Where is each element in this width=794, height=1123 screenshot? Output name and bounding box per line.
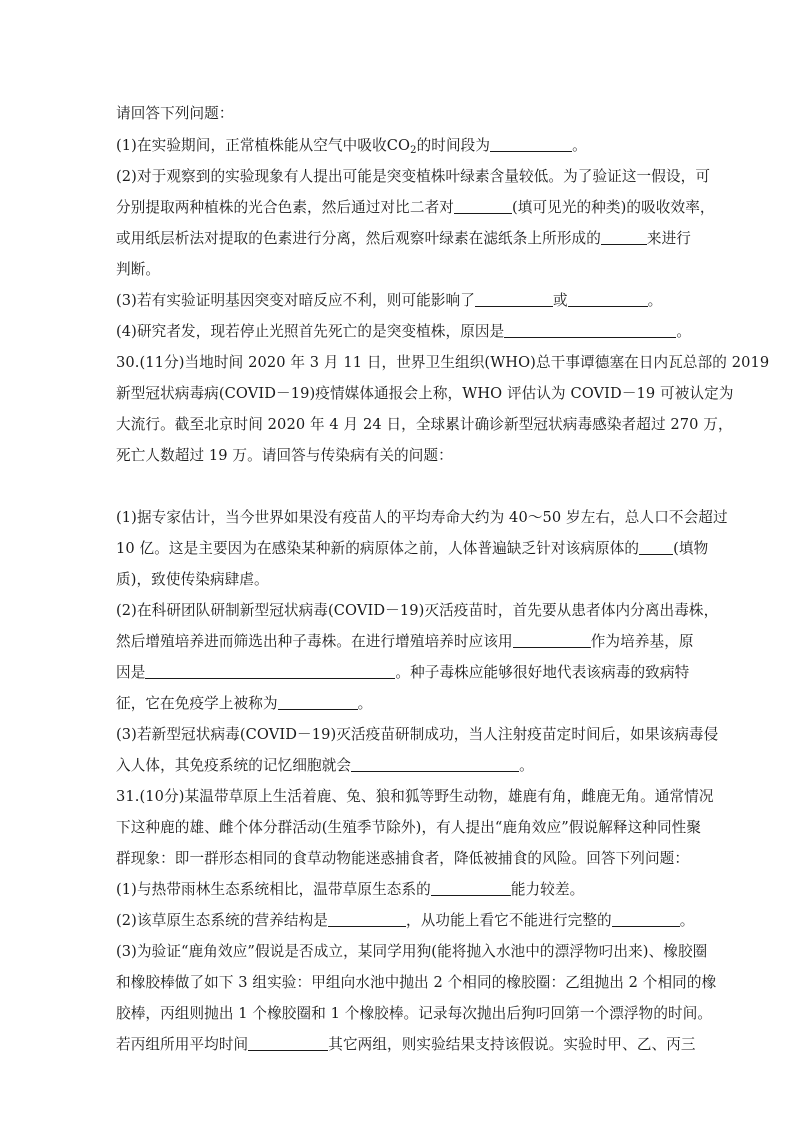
question-2: [116, 167, 711, 187]
line-text: (填物: [673, 540, 709, 557]
answer-blank[interactable]: [475, 292, 553, 307]
line-text: 征，它在免疫学上被称为: [116, 695, 278, 712]
line-text: 胶棒，丙组则抛出 1 个橡胶圈和 1 个橡胶棒。记录每次抛出后狗叼回第一个漂浮物的时间。: [116, 1005, 713, 1022]
line-text: 10 亿。这是主要因为在感染某种新的病原体之前，人体普遍缺乏针对该病原体的: [116, 540, 640, 557]
text-line: [116, 849, 691, 869]
answer-blank[interactable]: [568, 292, 648, 307]
text-line: [116, 818, 702, 838]
line-text: 能力较差。: [510, 881, 585, 898]
question-4: [116, 322, 692, 342]
line-text: (1)在实验期间，正常植株能从空气中吸收: [116, 137, 387, 154]
line-text: 新型冠状病毒病(COVID－19)疫情媒体通报会上称，WHO 评估认为 COVID－19 可被认定为: [116, 385, 734, 402]
line-text: 30.(11分)当地时间 2020 年 3 月 11 日，世界卫生组织(WHO)总干事谭德塞在日内瓦总部的 2019: [116, 354, 770, 371]
line-text: CO: [386, 137, 411, 154]
line-text: (2)对于观察到的实验现象有人提出可能是突变植株叶绿素含量较低。为了验证这一假设，可: [116, 168, 711, 185]
line-text: (1)与热带雨林生态系统相比，温带草原生态系的: [116, 881, 431, 898]
line-text: 。: [519, 757, 534, 774]
text-line: [116, 415, 733, 435]
line-text: 。: [572, 137, 587, 154]
answer-blank[interactable]: [278, 695, 358, 710]
line-text: (2)该草原生态系统的营养结构是: [116, 912, 328, 929]
line-text: 群现象：即一群形态相同的食草动物能迷惑捕食者，降低被捕食的风险。回答下列问题：: [116, 850, 690, 867]
line-text: (3)若有实验证明基因突变对暗反应不利，则可能影响了: [116, 292, 475, 309]
text-line: [116, 632, 694, 652]
answer-blank[interactable]: [612, 912, 680, 927]
line-text: 或用纸层析法对提取的色素进行分离，然后观察叶绿素在滤纸条上所形成的: [116, 230, 601, 247]
line-text: 。: [647, 292, 663, 309]
answer-blank[interactable]: [328, 912, 406, 927]
answer-blank[interactable]: [248, 1036, 328, 1051]
answer-blank[interactable]: [639, 540, 673, 555]
line-text: 来进行: [646, 230, 691, 247]
text-line: [116, 446, 686, 466]
line-text: 的时间段为: [416, 137, 491, 154]
text-line: [116, 756, 686, 776]
line-text: 大流行。截至北京时间 2020 年 4 月 24 日，全球累计确诊新型冠状病毒感染者超过 270 万，: [116, 416, 733, 433]
answer-blank[interactable]: [513, 633, 591, 648]
answer-blank[interactable]: [504, 323, 676, 338]
line-text: 31.(10分)某温带草原上生活着鹿、兔、狼和狐等野生动物，雄鹿有角，雌鹿无角。通常情况: [116, 788, 714, 805]
question-31-2: [116, 911, 695, 931]
question-30-header: [116, 353, 770, 373]
text-line: [116, 198, 715, 218]
line-text: (2)在科研团队研制新型冠状病毒(COVID－19)灭活疫苗时，首先要从患者体内分离出毒株，: [116, 602, 719, 619]
text-line: [116, 973, 717, 993]
line-text: 分别提取两种植株的光合色素，然后通过对比二者对: [116, 199, 454, 216]
line-text: (1)据专家估计，当今世界如果没有疫苗人的平均寿命大约为 40～50 岁左右，总人口不会超过: [116, 509, 728, 526]
line-text: 其它两组，则实验结果支持该假说。实验时甲、乙、丙三: [328, 1036, 696, 1053]
line-text: 作为培养基，原: [590, 633, 694, 650]
line-text: 质)，致使传染病肆虐。: [116, 571, 269, 588]
line-text: 。种子毒株应能够很好地代表该病毒的致病特: [395, 664, 690, 681]
text-line: [116, 104, 686, 124]
question-30-2: [116, 601, 719, 621]
line-text: (填可见光的种类)的吸收效率，: [511, 199, 715, 216]
text-line: [116, 1004, 713, 1024]
question-31-1: [116, 880, 686, 900]
text-line: [116, 229, 691, 249]
text-line: [116, 1035, 696, 1055]
answer-blank[interactable]: [145, 664, 395, 679]
line-text: 若丙组所用平均时间: [116, 1036, 249, 1053]
line-text: 。: [357, 695, 373, 712]
line-text: (3)若新型冠状病毒(COVID－19)灭活疫苗研制成功，当人注射疫苗定时间后，如果该病毒侵: [116, 726, 719, 743]
text-line: [116, 384, 734, 404]
line-text: (4)研究者发，现若停止光照首先死亡的是突变植株，原因是: [116, 323, 505, 340]
question-31-header: [116, 787, 714, 807]
line-text: ，从功能上看它不能进行完整的: [406, 912, 612, 929]
answer-blank[interactable]: [490, 137, 572, 152]
text-line: [116, 694, 686, 714]
text-line: [116, 570, 686, 590]
answer-blank[interactable]: [351, 757, 519, 772]
text-line: [116, 663, 691, 683]
line-text: 判断。: [116, 261, 161, 278]
question-3: [116, 291, 686, 311]
line-text: 请回答下列问题：: [116, 105, 234, 122]
answer-blank[interactable]: [431, 881, 511, 896]
line-text: 入人体，其免疫系统的记忆细胞就会: [116, 757, 352, 774]
line-text: 。: [679, 912, 695, 929]
line-text: 死亡人数超过 19 万。请回答与传染病有关的问题：: [116, 447, 453, 464]
question-30-3: [116, 725, 719, 745]
line-text: (3)为验证“鹿角效应”假说是否成立，某同学用狗(能将抛入水池中的漂浮物叼出来)、橡胶圈: [116, 943, 708, 960]
text-line: [116, 260, 686, 280]
answer-blank[interactable]: [454, 199, 512, 214]
text-line: [116, 539, 709, 559]
line-text: 然后增殖培养进而筛选出种子毒株。在进行增殖培养时应该用: [116, 633, 513, 650]
line-text: 因是: [116, 664, 146, 681]
line-text: 。: [676, 323, 692, 340]
question-31-3: [116, 942, 708, 962]
line-text: 下这种鹿的雄、雌个体分群活动(生殖季节除外)，有人提出“鹿角效应”假说解释这种同性聚: [116, 819, 702, 836]
subscript: 2: [410, 145, 417, 156]
answer-blank[interactable]: [601, 230, 647, 245]
line-text: 和橡胶棒做了如下 3 组实验：甲组向水池中抛出 2 个相同的橡胶圈：乙组抛出 2 个相同的橡: [116, 974, 717, 991]
question-30-1: [116, 508, 728, 528]
question-1: [116, 136, 686, 156]
line-text: 或: [552, 292, 568, 309]
